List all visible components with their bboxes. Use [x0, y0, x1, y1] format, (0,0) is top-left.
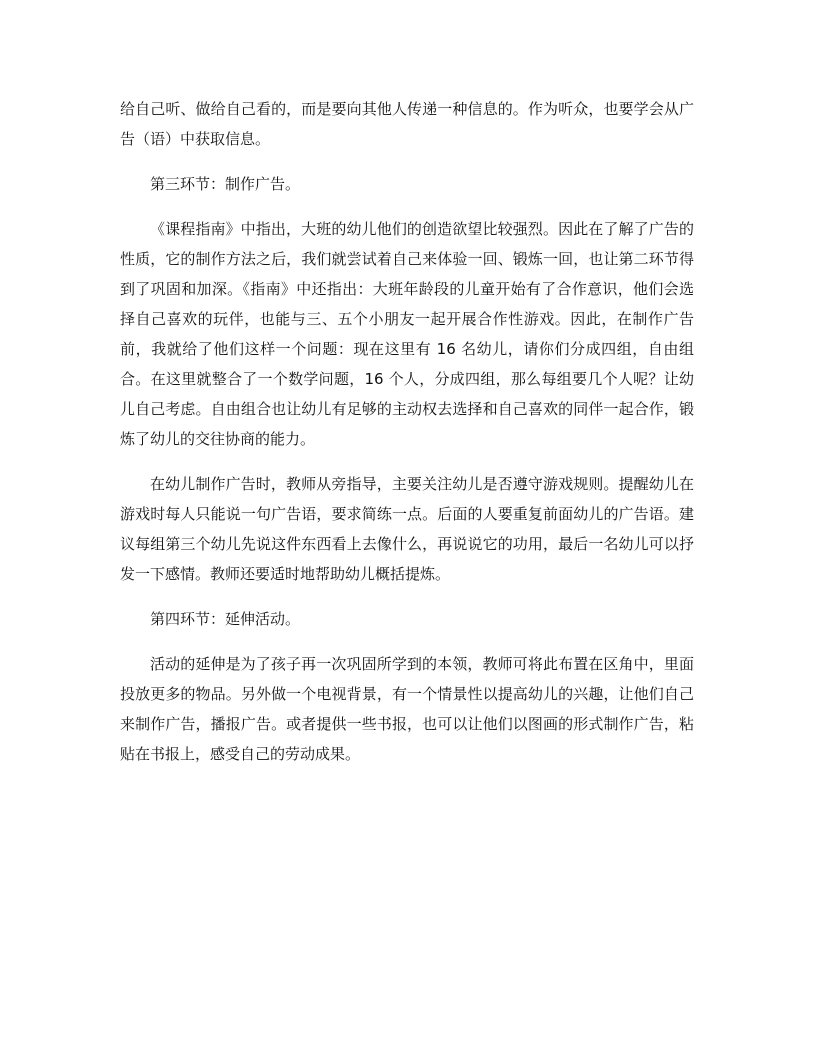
section-heading-step-four: 第四环节：延伸活动。: [150, 610, 301, 628]
paragraph-continuation: 给自己听、做给自己看的，而是要向其他人传递一种信息的。作为听众，也要学会从广告（语）中获取信息。: [120, 100, 694, 148]
section-heading-step-three: 第三环节：制作广告。: [150, 175, 301, 193]
paragraph-teacher-guidance: 在幼儿制作广告时，教师从旁指导，主要关注幼儿是否遵守游戏规则。提醒幼儿在游戏时每人只能说一句广告语，要求简练一点。后面的人要重复前面幼儿的广告语。建议每组第三个幼儿先说这件东西看上去像什么，再说说它的功用，最后一名幼儿可以抒发一下感情。教师还要适时地帮助幼儿概括提炼。: [120, 475, 694, 583]
document-body: [120, 94, 694, 784]
paragraph-extension-activity: 活动的延伸是为了孩子再一次巩固所学到的本领，教师可将此布置在区角中，里面投放更多的物品。另外做一个电视背景，有一个情景性以提高幼儿的兴趣，让他们自己来制作广告，播报广告。或者提供一些书报，也可以让他们以图画的形式制作广告，粘贴在书报上，感受自己的劳动成果。: [120, 655, 694, 763]
paragraph-curriculum-guide: 《课程指南》中指出，大班的幼儿他们的创造欲望比较强烈。因此在了解了广告的性质，它的制作方法之后，我们就尝试着自己来体验一回、锻炼一回，也让第二环节得到了巩固和加深。《指南》中还指出：大班年龄段的儿童开始有了合作意识，他们会选择自己喜欢的玩伴，也能与三、五个小朋友一起开展合作性游戏。因此，在制作广告前，我就给了他们这样一个问题：现在这里有 16 名幼儿，请你们分成四组，自由组合。在这里就整合了一个数学问题，16 个人，分成四组，那么每组要几个人呢？让幼儿自己考虑。自由组合也让幼儿有足够的主动权去选择和自己喜欢的同伴一起合作，锻炼了幼儿的交往协商的能力。: [120, 220, 694, 448]
